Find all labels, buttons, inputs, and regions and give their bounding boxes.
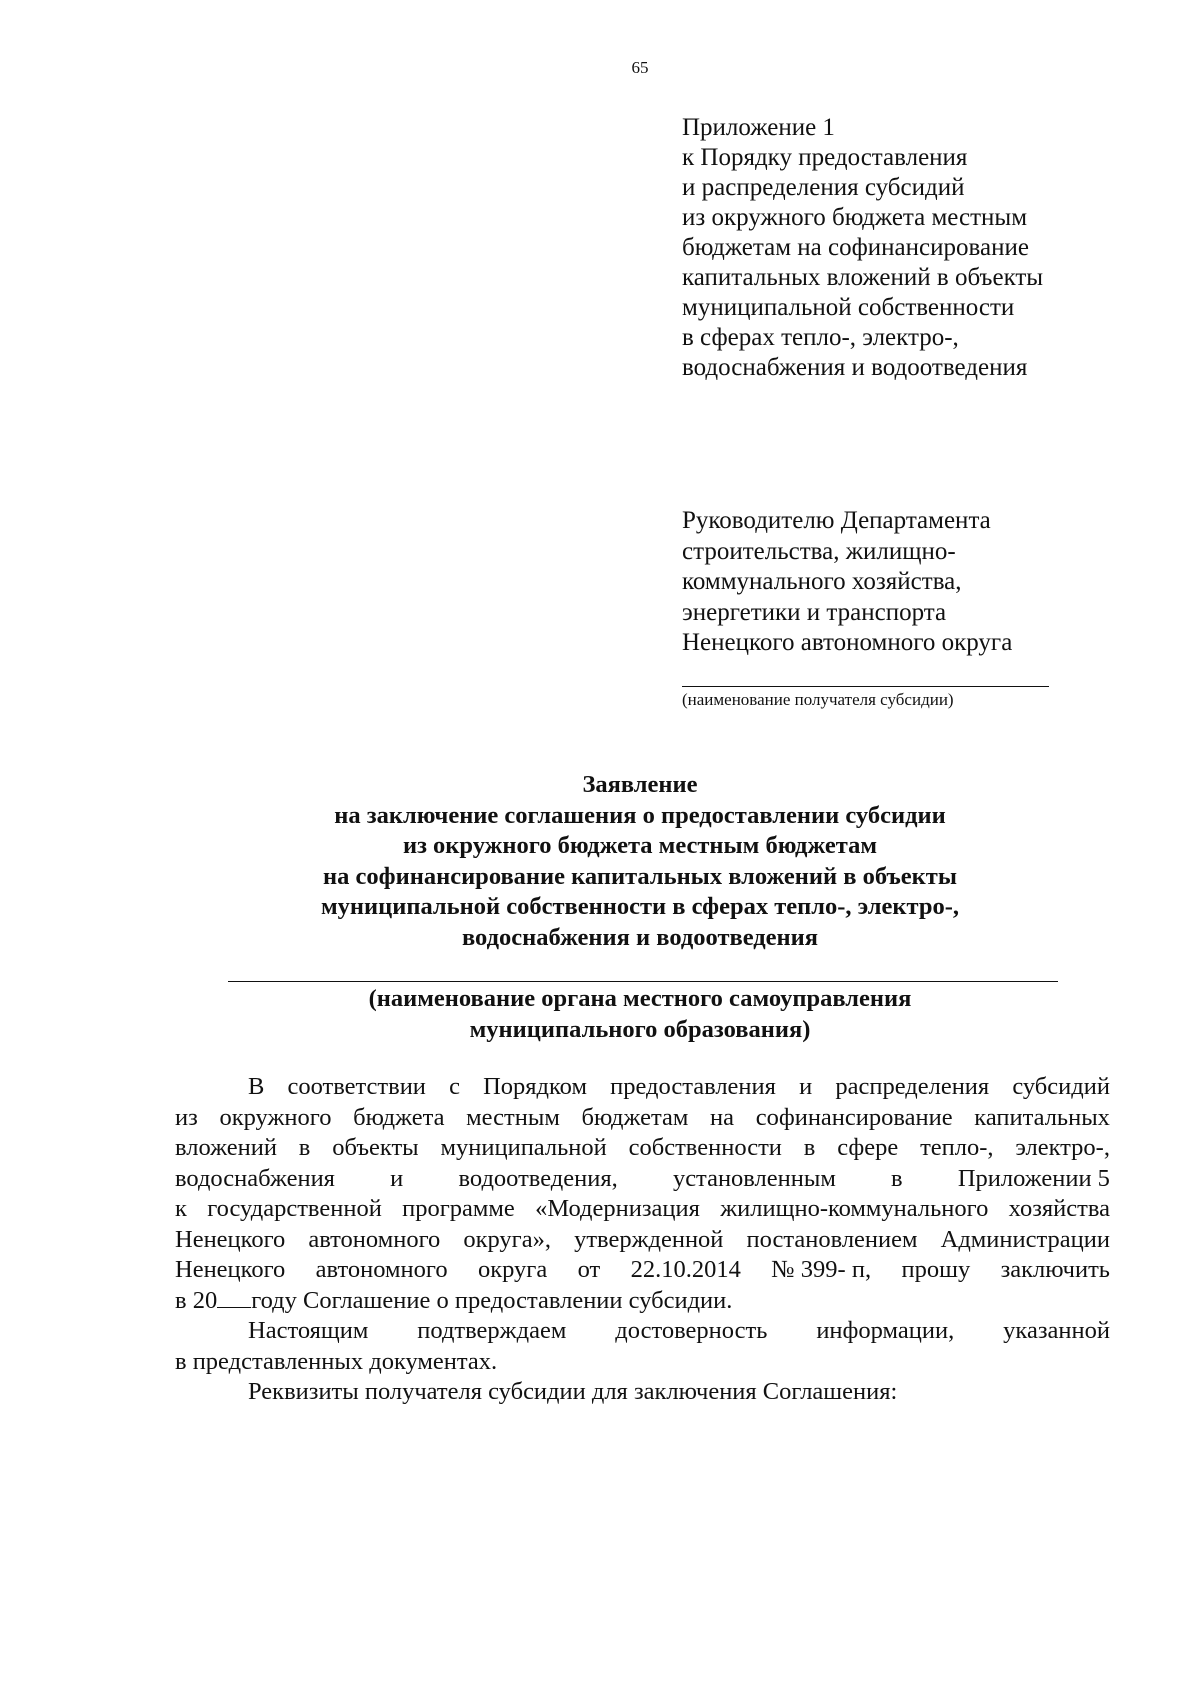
body-line	[175, 1255, 1110, 1286]
body-word: автономного	[308, 1225, 441, 1253]
body-word: Администрации	[940, 1225, 1110, 1253]
body-word: 22.10.2014	[630, 1256, 741, 1283]
document-title	[0, 770, 1200, 953]
body-word: распределения	[835, 1073, 990, 1100]
body-word: предоставления	[610, 1073, 776, 1100]
body-word: сфере	[837, 1134, 899, 1161]
body-line	[175, 1225, 1110, 1256]
body-word: прошу	[901, 1256, 971, 1283]
addressee-line: коммунального хозяйства,	[682, 568, 962, 595]
body-word: субсидий	[1012, 1073, 1110, 1100]
body-word: к	[175, 1195, 187, 1222]
appendix-header	[682, 113, 1043, 383]
appendix-line: капитальных вложений в объекты	[682, 264, 1044, 291]
page-number: 65	[631, 58, 649, 77]
body-word: утвержденной	[574, 1225, 724, 1253]
body-word: Ненецкого	[175, 1256, 286, 1283]
body-text	[175, 1072, 1110, 1408]
org-caption	[0, 984, 1200, 1045]
appendix-line: бюджетам на софинансирование	[682, 234, 1029, 261]
body-word: собственности	[628, 1134, 782, 1161]
org-caption-line: муниципального образования)	[469, 1015, 811, 1043]
body-word: достоверность	[615, 1317, 768, 1344]
body-word: постановлением	[746, 1225, 918, 1253]
appendix-line: и распределения субсидий	[682, 174, 965, 201]
appendix-line: Приложение 1	[682, 114, 835, 141]
body-word: программе	[402, 1195, 515, 1222]
appendix-line: к Порядку предоставления	[682, 144, 968, 171]
addressee-line: Руководителю Департамента	[682, 507, 991, 534]
body-line	[175, 1072, 1110, 1103]
addressee-line: Ненецкого автономного округа	[682, 629, 1013, 656]
body-word: Настоящим	[248, 1317, 369, 1344]
body-word: водоотведения,	[458, 1164, 618, 1192]
appendix-line: в сферах тепло-, электро-,	[682, 324, 959, 351]
body-word: Приложении 5	[957, 1164, 1110, 1192]
appendix-line: водоснабжения и водоотведения	[682, 354, 1028, 381]
body-word: софинансирование	[755, 1103, 953, 1131]
body-word: государственной	[207, 1195, 382, 1222]
body-word: заключить	[1000, 1256, 1110, 1283]
body-word: в	[298, 1134, 311, 1161]
title-line: Заявление	[582, 771, 698, 798]
title-line: на заключение соглашения о предоставлении субсидии	[334, 801, 946, 829]
body-word: «Модернизация	[535, 1195, 700, 1222]
body-line	[175, 1103, 1110, 1134]
body-word: капитальных	[974, 1103, 1110, 1131]
recipient-fill-line	[682, 686, 1049, 687]
body-word: бюджетам	[581, 1103, 689, 1131]
body-word: электро-,	[1015, 1134, 1110, 1161]
body-word: Порядком	[483, 1073, 587, 1100]
body-word: информации,	[816, 1317, 955, 1344]
body-word: из	[175, 1103, 198, 1131]
body-word: вложений	[175, 1134, 277, 1161]
body-word: в	[803, 1134, 816, 1161]
recipient-caption: (наименование получателя субсидии)	[682, 690, 954, 709]
body-word: подтверждаем	[417, 1317, 567, 1344]
body-word: хозяйства	[1008, 1195, 1110, 1222]
body-word: округа	[477, 1256, 548, 1283]
body-line: Реквизиты получателя субсидии для заключения Соглашения:	[248, 1378, 898, 1405]
body-line	[175, 1194, 1110, 1225]
body-line	[175, 1133, 1110, 1164]
body-word: установленным	[672, 1164, 836, 1192]
title-line: водоснабжения и водоотведения	[461, 923, 819, 951]
body-word: водоснабжения	[175, 1164, 335, 1192]
title-line: из окружного бюджета местным бюджетам	[402, 832, 878, 859]
body-word: соответствии	[287, 1073, 426, 1100]
body-line: в представленных документах.	[175, 1347, 498, 1375]
body-line-year	[175, 1286, 1110, 1317]
body-word: округа»,	[463, 1225, 551, 1253]
body-word: автономного	[315, 1256, 448, 1283]
body-word: бюджета	[353, 1103, 445, 1131]
appendix-line: из окружного бюджета местным	[682, 204, 1028, 231]
body-word: окружного	[219, 1103, 332, 1131]
body-word: и	[390, 1164, 404, 1192]
body-line	[175, 1164, 1110, 1195]
body-word: от	[577, 1256, 601, 1283]
appendix-line: муниципальной собственности	[682, 294, 1015, 321]
body-word: местным	[466, 1103, 560, 1131]
body-word: тепло-,	[920, 1134, 994, 1161]
body-word: объекты	[332, 1134, 419, 1161]
body-word: № 399- п,	[771, 1256, 872, 1283]
body-word: указанной	[1003, 1317, 1110, 1344]
title-line: на софинансирование капитальных вложений в объекты	[323, 862, 957, 890]
year-suffix: году Соглашение о предоставлении субсидии.	[251, 1286, 733, 1314]
year-blank	[217, 1287, 251, 1308]
body-word: В	[248, 1073, 265, 1100]
addressee-block	[682, 506, 1012, 659]
addressee-line: строительства, жилищно-	[682, 537, 956, 565]
title-line: муниципальной собственности в сферах тепло-, электро-,	[320, 893, 960, 920]
body-word: с	[449, 1073, 460, 1100]
org-caption-line: (наименование органа местного самоуправления	[368, 985, 912, 1012]
body-word: в	[891, 1164, 903, 1192]
body-word: муниципальной	[440, 1134, 607, 1161]
body-word: на	[710, 1103, 735, 1131]
addressee-line: энергетики и транспорта	[682, 598, 947, 626]
org-fill-line	[228, 981, 1058, 982]
body-line	[175, 1316, 1110, 1347]
body-word: жилищно-коммунального	[720, 1195, 989, 1222]
body-word: Ненецкого	[175, 1225, 286, 1253]
body-word: и	[799, 1073, 813, 1100]
year-prefix: в 20	[175, 1286, 218, 1314]
